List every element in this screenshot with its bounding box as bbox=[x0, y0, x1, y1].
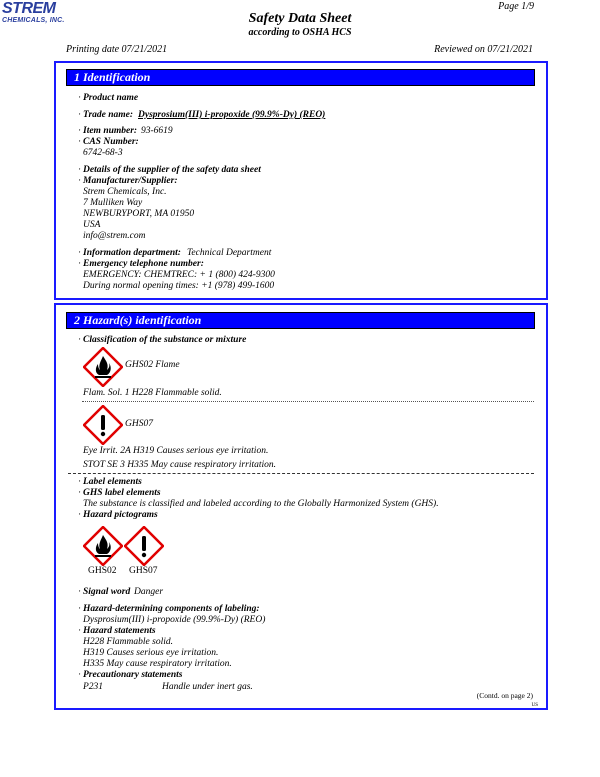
hazard-pictograms-heading: Hazard pictograms bbox=[83, 510, 158, 520]
item-number-value: 93-6619 bbox=[141, 126, 173, 136]
hazard-statement: H319 Causes serious eye irritation. bbox=[83, 648, 219, 658]
manufacturer-label: Manufacturer/Supplier: bbox=[83, 176, 178, 186]
trade-name-label: Trade name: bbox=[83, 110, 134, 120]
item-number-label: Item number: bbox=[83, 126, 138, 136]
ghs07-label: GHS07 bbox=[125, 419, 153, 429]
hazard-statement: H335 May cause respiratory irritation. bbox=[83, 659, 232, 669]
signal-word-value: Danger bbox=[134, 587, 164, 597]
address-line: Strem Chemicals, Inc. bbox=[83, 187, 167, 197]
address-line: NEWBURYPORT, MA 01950 bbox=[83, 209, 195, 219]
flammable-classification: Flam. Sol. 1 H228 Flammable solid. bbox=[83, 388, 222, 398]
cas-number-value: 6742-68-3 bbox=[83, 148, 123, 158]
ghs-label-elements-heading: GHS label elements bbox=[83, 488, 161, 498]
product-name-label: Product name bbox=[83, 93, 139, 103]
hazard-components-value: Dysprosium(III) i-propoxide (99.9%-Dy) (REO) bbox=[83, 615, 266, 625]
info-department-label: Information department: bbox=[83, 248, 181, 258]
address-line: USA bbox=[83, 220, 101, 230]
hazard-statements-heading: Hazard statements bbox=[83, 626, 156, 636]
pictogram-caption: GHS02 bbox=[88, 566, 117, 576]
precautionary-code: P231 bbox=[83, 682, 104, 692]
cas-number-label: CAS Number: bbox=[83, 137, 139, 147]
document-subtitle: according to OSHA HCS bbox=[248, 27, 352, 38]
stot-classification: STOT SE 3 H335 May cause respiratory irritation. bbox=[83, 460, 276, 470]
page-number: Page 1/9 bbox=[498, 1, 534, 12]
reviewed-date: Reviewed on 07/21/2021 bbox=[434, 44, 533, 55]
emergency-phone-line: EMERGENCY: CHEMTREC: + 1 (800) 424-9300 bbox=[83, 270, 275, 280]
signal-word-label: Signal word bbox=[83, 587, 131, 597]
continued-note: (Contd. on page 2) bbox=[476, 691, 533, 700]
pictogram-caption: GHS07 bbox=[129, 566, 158, 576]
info-department-value: Technical Department bbox=[187, 248, 272, 258]
dashed-divider bbox=[68, 473, 534, 474]
section-1-heading: 1 Identification bbox=[66, 69, 535, 86]
supplier-email: info@strem.com bbox=[83, 231, 146, 241]
classification-label: Classification of the substance or mixture bbox=[83, 335, 247, 345]
hazard-components-label: Hazard-determining components of labeling: bbox=[83, 604, 260, 614]
ghs02-label: GHS02 Flame bbox=[125, 360, 180, 370]
ghs02-flame-icon bbox=[83, 347, 123, 387]
section-2-heading: 2 Hazard(s) identification bbox=[66, 312, 535, 329]
ghs-classification-statement: The substance is classified and labeled according to the Globally Harmonized System (GHS). bbox=[83, 499, 439, 509]
trade-name-value: Dysprosium(III) i-propoxide (99.9%-Dy) (REO) bbox=[138, 110, 326, 120]
dotted-divider bbox=[82, 401, 534, 402]
precautionary-statements-heading: Precautionary statements bbox=[83, 670, 183, 680]
printing-date: Printing date 07/21/2021 bbox=[66, 44, 168, 55]
hazard-statement: H228 Flammable solid. bbox=[83, 637, 173, 647]
corner-mark: US bbox=[531, 703, 538, 708]
ghs07-exclamation-icon bbox=[124, 526, 164, 566]
logo-wordmark: STREM bbox=[2, 0, 56, 17]
opening-times-phone-line: During normal opening times: +1 (978) 499-1600 bbox=[83, 281, 275, 291]
ghs07-exclamation-icon bbox=[83, 405, 123, 445]
emergency-phone-label: Emergency telephone number: bbox=[83, 259, 204, 269]
eye-irritation-classification: Eye Irrit. 2A H319 Causes serious eye irritation. bbox=[83, 446, 269, 456]
supplier-details-label: Details of the supplier of the safety data sheet bbox=[83, 165, 261, 175]
label-elements-heading: Label elements bbox=[83, 477, 142, 487]
logo-subtext: CHEMICALS, INC. bbox=[2, 17, 65, 24]
ghs02-flame-icon bbox=[83, 526, 123, 566]
precautionary-text: Handle under inert gas. bbox=[162, 682, 253, 692]
address-line: 7 Mulliken Way bbox=[83, 198, 143, 208]
document-title: Safety Data Sheet bbox=[248, 11, 352, 26]
